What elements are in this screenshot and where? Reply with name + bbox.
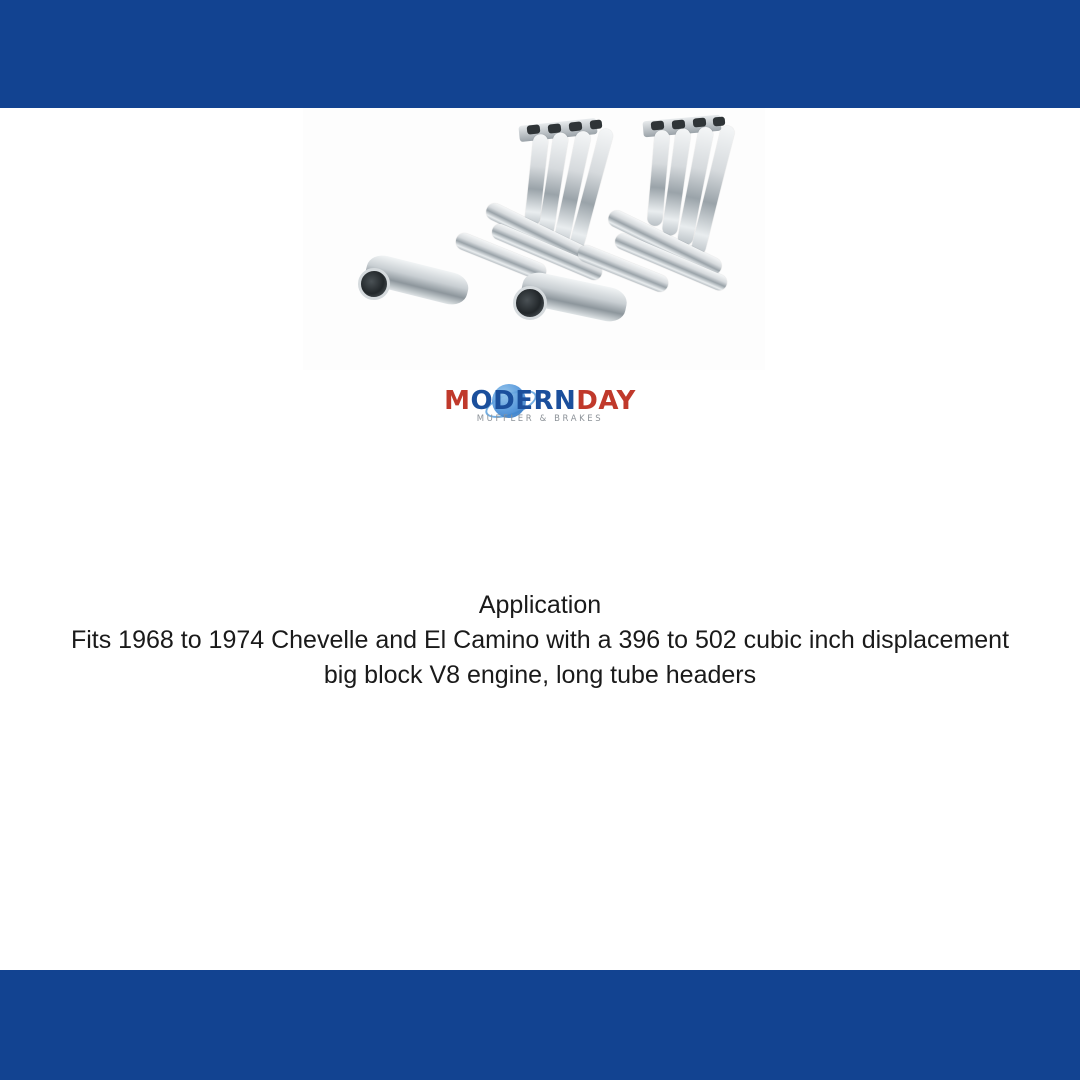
- collector-outlet: [513, 286, 547, 320]
- brand-logo: [0, 378, 1080, 442]
- product-image-area: [0, 108, 1080, 370]
- application-title: Application: [478, 591, 602, 619]
- exhaust-port-icon: [527, 124, 541, 134]
- application-description: Fits 1968 to 1974 Chevelle and El Camino with a 396 to 502 cubic inch displacement big block V8 engine, long tube headers: [70, 626, 1010, 689]
- exhaust-port-icon: [590, 119, 603, 129]
- logo-wordmark: [440, 388, 640, 414]
- bottom-band: [0, 970, 1080, 1080]
- logo-text-odern: ODERN: [470, 386, 577, 416]
- exhaust-port-icon: [651, 120, 665, 130]
- application-block: [60, 588, 1020, 693]
- product-photo: [303, 108, 765, 370]
- logo-text-day: DAY: [576, 386, 636, 416]
- collector-outlet: [358, 268, 390, 300]
- logo-tagline: MUFFLER & BRAKES: [476, 414, 604, 424]
- exhaust-port-icon: [713, 116, 726, 126]
- logo-letter-m: M: [444, 386, 471, 416]
- top-band: [0, 0, 1080, 108]
